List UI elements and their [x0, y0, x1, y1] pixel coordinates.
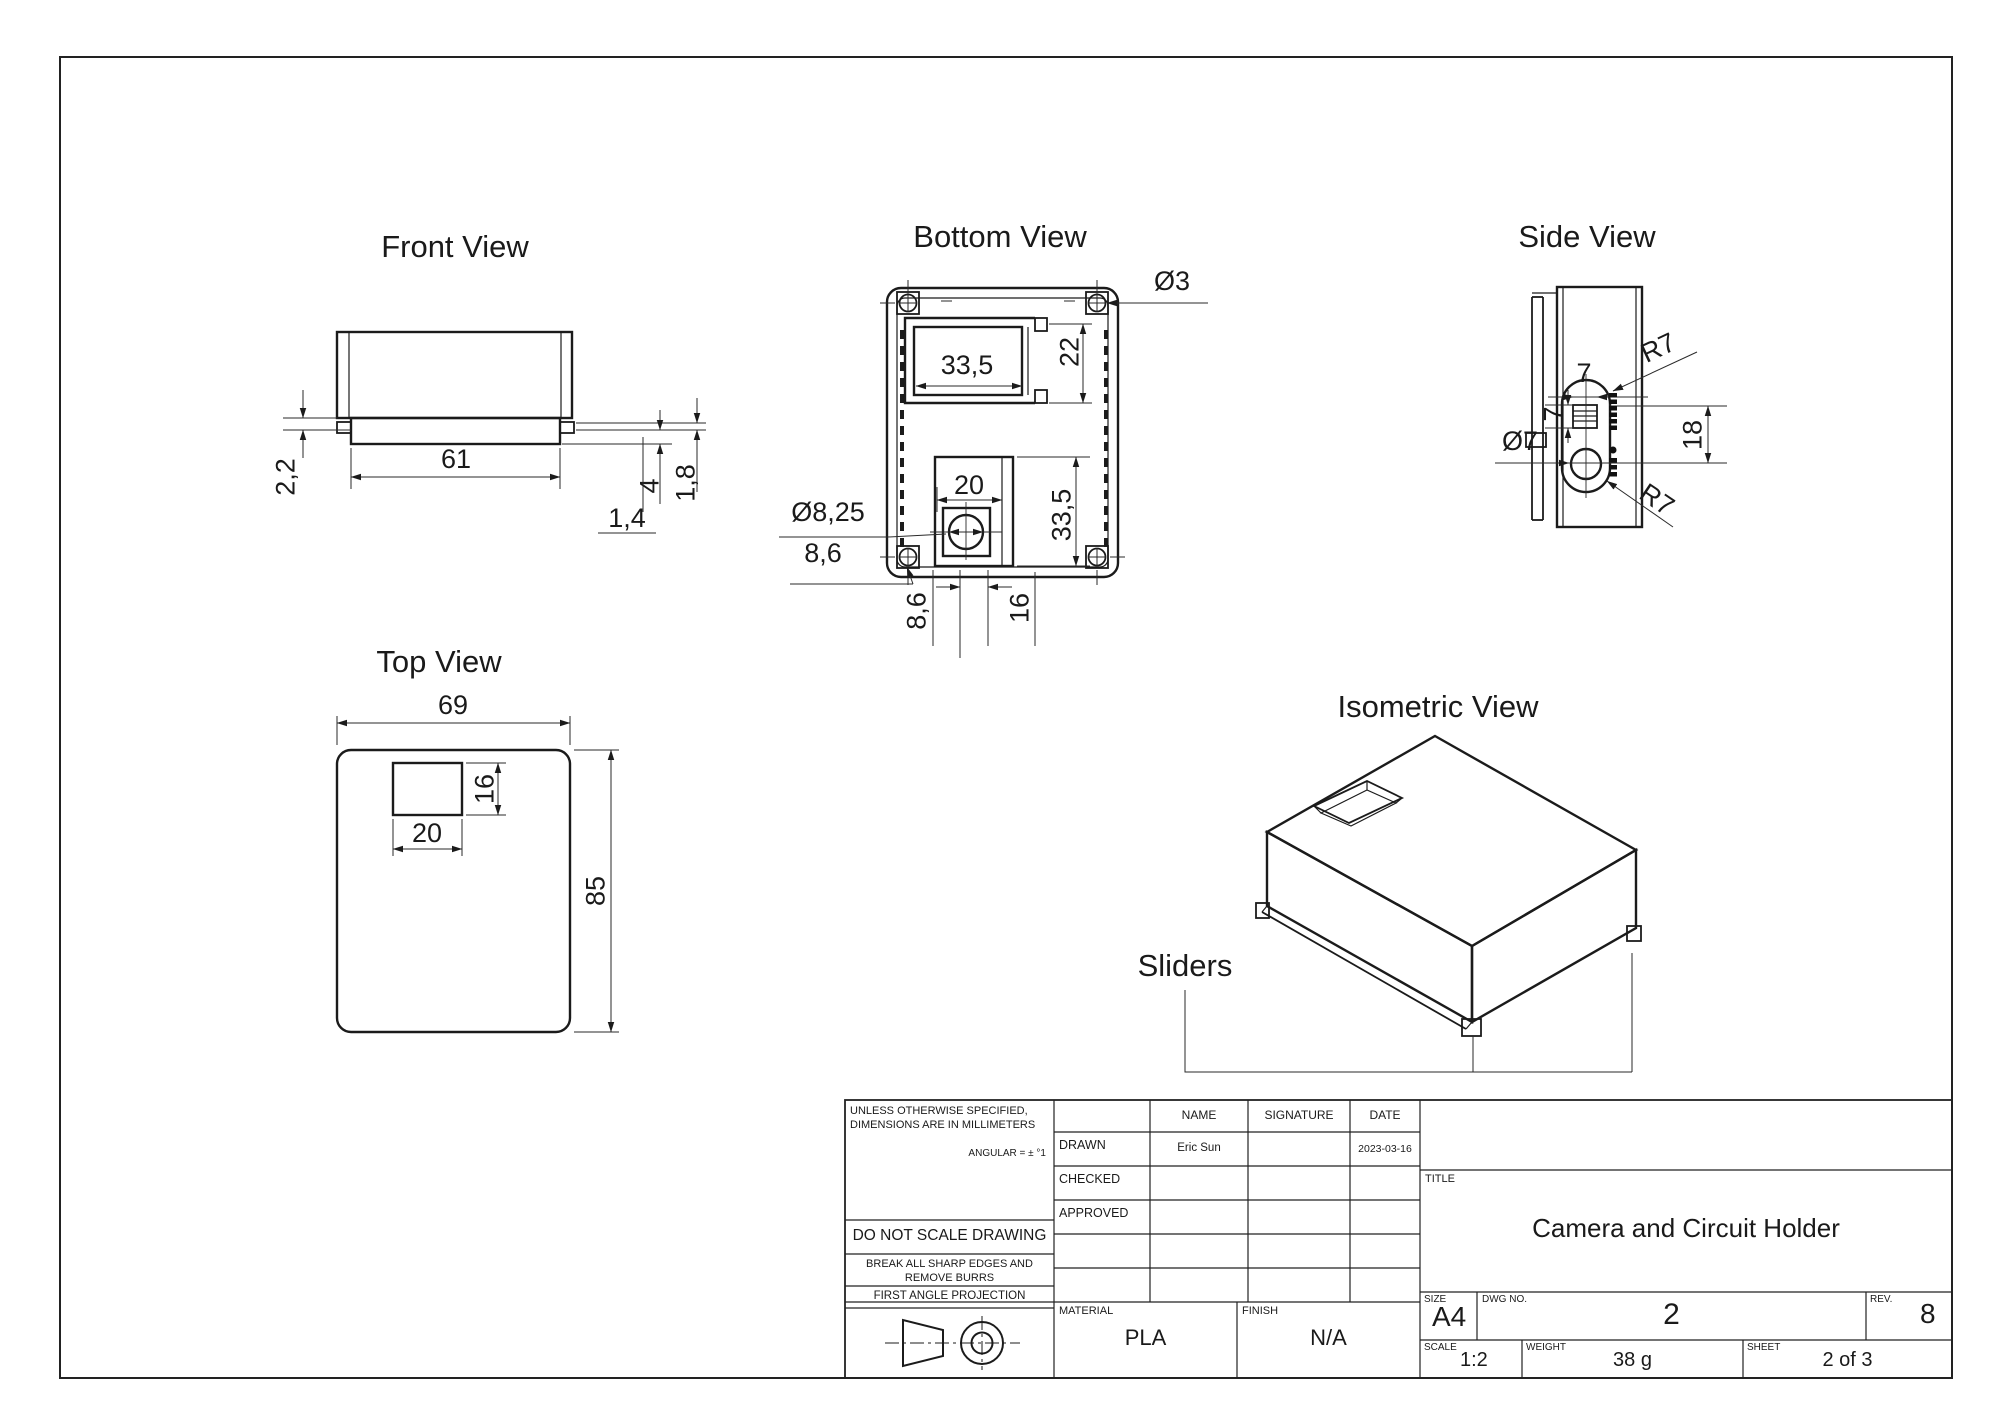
- row-label-drawn: DRAWN: [1059, 1138, 1106, 1152]
- deburr-note: [845, 1258, 1054, 1286]
- sliders-label: Sliders: [1137, 948, 1233, 983]
- side-dim-7-left: 7: [1538, 406, 1569, 422]
- screw-hole-bottom-right: [1086, 546, 1108, 568]
- col-header-name: NAME: [1181, 1108, 1217, 1122]
- angular-tolerance-note: ANGULAR = ± °1: [968, 1148, 1046, 1159]
- side-view: [1495, 219, 1727, 527]
- iso-cutout-outer: [1314, 781, 1402, 823]
- sheet-label: SHEET: [1747, 1342, 1781, 1353]
- front-tab-right: [560, 422, 574, 433]
- projection-label: FIRST ANGLE PROJECTION: [873, 1290, 1026, 1302]
- bottom-dim-dia3: Ø3: [1153, 266, 1191, 296]
- side-dim-dia7: Ø7: [1501, 426, 1539, 456]
- iso-left-face: [1267, 832, 1472, 1022]
- iso-view-title: Isometric View: [1337, 689, 1539, 724]
- top-cutout: [393, 763, 462, 815]
- front-dim-1-8: 1,8: [670, 464, 701, 502]
- bottom-view: [779, 219, 1208, 658]
- screw-hole-bottom-left: [897, 546, 919, 568]
- front-body: [337, 332, 572, 418]
- iso-top-face: [1267, 736, 1636, 946]
- scale-value: 1:2: [1460, 1349, 1488, 1371]
- dwg-no-value: 2: [1663, 1298, 1680, 1331]
- drawing-title: Camera and Circuit Holder: [1532, 1213, 1840, 1243]
- rev-value: 8: [1920, 1298, 1936, 1329]
- weight-label: WEIGHT: [1526, 1342, 1566, 1353]
- bottom-dim-22: 22: [1054, 336, 1085, 368]
- bottom-view-title: Bottom View: [913, 219, 1087, 254]
- side-body: [1557, 287, 1642, 527]
- finish-label: FINISH: [1242, 1305, 1279, 1317]
- bottom-dim-8-6-bottom: 8,6: [901, 592, 932, 630]
- front-dim-61: 61: [440, 444, 472, 474]
- side-dim-7-top: 7: [1576, 358, 1592, 388]
- drawn-name: Eric Sun: [1177, 1142, 1221, 1154]
- side-dim-r7-top: R7: [1636, 326, 1681, 369]
- front-tab-left: [337, 422, 351, 433]
- weight-value: 38 g: [1613, 1349, 1652, 1371]
- material-label: MATERIAL: [1059, 1305, 1114, 1317]
- side-dim-18: 18: [1677, 419, 1708, 451]
- top-dim-85: 85: [580, 875, 611, 907]
- front-dim-1-4: 1,4: [608, 503, 646, 533]
- front-view-title: Front View: [381, 229, 529, 264]
- sliders-leader: [1185, 990, 1632, 1072]
- screw-hole-top-right: [1086, 292, 1108, 314]
- do-not-scale-note: DO NOT SCALE DRAWING: [852, 1227, 1047, 1244]
- top-dim-69: 69: [437, 690, 469, 720]
- sheet-border: [60, 57, 1952, 1378]
- material-value: PLA: [1124, 1325, 1167, 1350]
- bottom-dim-20: 20: [953, 470, 985, 500]
- deburr-note-line1: BREAK ALL SHARP EDGES AND: [866, 1258, 1033, 1270]
- row-label-approved: APPROVED: [1059, 1206, 1129, 1220]
- deburr-note-line2: REMOVE BURRS: [904, 1271, 995, 1284]
- top-dim-16: 16: [469, 773, 500, 805]
- bottom-dim-8-6-left: 8,6: [804, 538, 842, 568]
- side-dim-r7-bottom: R7: [1634, 477, 1680, 522]
- bottom-dim-16: 16: [1004, 592, 1035, 624]
- sheet-value: 2 of 3: [1822, 1349, 1873, 1371]
- size-label: SIZE: [1424, 1294, 1447, 1305]
- size-value: A4: [1432, 1301, 1467, 1332]
- front-dim-2-2: 2,2: [270, 458, 301, 496]
- top-view: [337, 644, 619, 1032]
- drawn-date: 2023-03-16: [1358, 1143, 1412, 1155]
- top-dim-20: 20: [411, 818, 443, 848]
- bottom-dim-33-5-right: 33,5: [1046, 488, 1077, 542]
- tolerance-note: [850, 1104, 1050, 1133]
- first-angle-projection-icon: [885, 1316, 1020, 1370]
- front-dim-4: 4: [634, 478, 665, 494]
- side-view-title: Side View: [1518, 219, 1656, 254]
- dwg-no-label: DWG NO.: [1482, 1294, 1527, 1305]
- row-label-checked: CHECKED: [1059, 1172, 1121, 1186]
- isometric-view: [1138, 689, 1641, 1072]
- tolerance-note-line2: DIMENSIONS ARE IN MILLIMETERS: [850, 1119, 1036, 1132]
- col-header-signature: SIGNATURE: [1264, 1108, 1334, 1122]
- screw-hole-top-left: [897, 292, 919, 314]
- top-outline: [337, 750, 570, 1032]
- front-lip: [351, 418, 560, 444]
- iso-right-face: [1472, 850, 1636, 1022]
- tolerance-note-line1: UNLESS OTHERWISE SPECIFIED,: [850, 1105, 1028, 1117]
- top-view-title: Top View: [376, 644, 502, 679]
- rev-label: REV.: [1870, 1294, 1893, 1305]
- front-view: [270, 229, 706, 533]
- bottom-dim-33-5-top: 33,5: [940, 350, 994, 380]
- bottom-dim-dia8-25: Ø8,25: [791, 497, 865, 527]
- finish-value: N/A: [1310, 1325, 1347, 1350]
- title-label: TITLE: [1425, 1173, 1455, 1185]
- scale-label: SCALE: [1424, 1342, 1457, 1353]
- col-header-date: DATE: [1369, 1108, 1401, 1122]
